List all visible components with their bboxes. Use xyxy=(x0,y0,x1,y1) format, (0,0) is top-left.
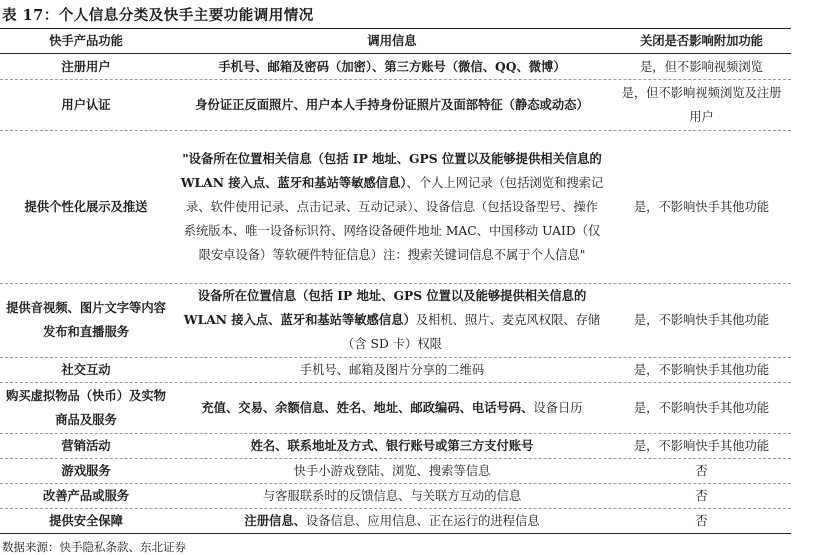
row-info xyxy=(172,433,612,458)
header-info: 调用信息 xyxy=(367,33,417,48)
row-info xyxy=(172,483,612,508)
row-info-text xyxy=(180,284,604,356)
row-impact: 是，不影响快手其他功能 xyxy=(633,438,770,453)
row-feature: 购买虚拟物品（快币）及实物商品及服务 xyxy=(6,387,166,427)
row-feature: 注册用户 xyxy=(61,58,111,74)
row-info xyxy=(172,458,612,483)
row-feature: 游戏服务 xyxy=(61,462,111,478)
bottom-rule xyxy=(0,533,791,534)
row-info-text xyxy=(180,147,604,267)
row-info-normal: 快手小游戏登陆、浏览、搜索等信息 xyxy=(293,463,491,478)
row-impact: 否 xyxy=(695,488,708,503)
row-feature: 社交互动 xyxy=(61,361,111,377)
row-impact: 是，但不影响视频浏览 xyxy=(640,59,763,74)
row-impact: 是，但不影响视频浏览及注册用户 xyxy=(621,85,782,124)
table-title: 表 17：个人信息分类及快手主要功能调用情况 xyxy=(2,7,314,24)
source-note: 数据来源：快手隐私条款、东北证券 xyxy=(2,540,186,554)
row-impact: 是，不影响快手其他功能 xyxy=(633,199,770,214)
row-info-normal: 设备信息、应用信息、正在运行的进程信息 xyxy=(305,513,540,528)
row-info-text xyxy=(300,358,484,382)
row-info-bold: 手机号、邮箱及密码（加密）、第三方账号（微信、QQ、微博） xyxy=(218,58,566,74)
row-info-bold: 设备所在位置信息（包括 IP 地址、GPS 位置以及能够提供相关信息的 WLAN 接入点、蓝牙和基站等敏感信息） xyxy=(183,288,587,327)
row-info-text xyxy=(263,484,521,508)
row-info xyxy=(172,382,612,433)
row-info xyxy=(172,283,612,357)
row-info-text xyxy=(244,509,539,533)
row-info xyxy=(172,357,612,382)
row-info-text xyxy=(251,434,534,458)
header-impact: 关闭是否影响附加功能 xyxy=(640,33,763,48)
row-info-normal: 设备日历 xyxy=(533,400,583,415)
row-impact: 否 xyxy=(695,463,708,478)
row-info-bold: 姓名、联系地址及方式、银行账号或第三方支付账号 xyxy=(250,437,534,453)
row-info xyxy=(172,508,612,533)
row-impact: 是，不影响快手其他功能 xyxy=(633,313,770,327)
row-info-bold: "设备所在位置相关信息（包括 IP 地址、GPS 位置以及能够提供相关信息的 WLAN 接入点、蓝牙和基站等敏感信息） xyxy=(180,150,602,190)
row-info-bold: 身份证正反面照片、用户本人手持身份证照片及面部特征（静态或动态） xyxy=(195,96,589,112)
row-info-text xyxy=(218,55,565,79)
header-feature: 快手产品功能 xyxy=(49,33,123,48)
row-info-normal: 及相机、照片、麦克风权限、存储（含 SD 卡）权限 xyxy=(342,313,601,351)
row-info-text xyxy=(195,93,589,117)
row-feature: 提供音视频、图片文字等内容发布和直播服务 xyxy=(6,300,166,339)
row-info-normal: 、个人上网记录（包括浏览和搜索记录、软件使用记录、点击记录、互动记录）、设备信息（包括设备型号、操作系统版本、唯一设备标识符、网络设备硬件地址 MAC、中国移动 UAID（仅限安卓设备）等软硬件特征信息）注：搜索关键词信息不属于个人信息" xyxy=(183,175,604,262)
row-info xyxy=(172,79,612,130)
row-feature: 改善产品或服务 xyxy=(42,487,130,503)
row-feature: 营销活动 xyxy=(61,437,111,453)
row-info-normal: 手机号、邮箱及图片分享的二维码 xyxy=(299,362,485,377)
row-info xyxy=(172,130,612,283)
row-info-bold: 充值、交易、余额信息、姓名、地址、邮政编码、电话号码、 xyxy=(201,399,534,415)
row-feature: 用户认证 xyxy=(61,96,111,112)
row-impact: 是，不影响快手其他功能 xyxy=(633,362,770,377)
row-info-text xyxy=(294,459,491,483)
row-info-text xyxy=(201,396,582,420)
row-info-bold: 注册信息、 xyxy=(244,512,306,528)
row-feature: 提供安全保障 xyxy=(49,512,123,528)
row-info xyxy=(172,54,612,79)
row-feature: 提供个性化展示及推送 xyxy=(24,198,148,214)
row-info-normal: 与客服联系时的反馈信息、与关联方互动的信息 xyxy=(262,488,522,503)
row-impact: 是，不影响快手其他功能 xyxy=(633,400,770,415)
row-impact: 否 xyxy=(695,513,708,528)
